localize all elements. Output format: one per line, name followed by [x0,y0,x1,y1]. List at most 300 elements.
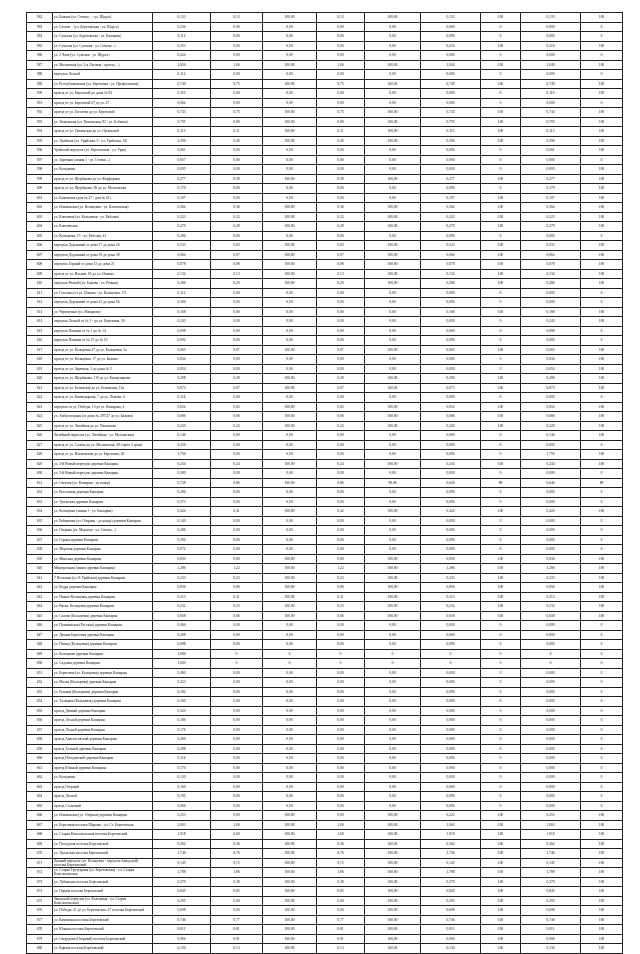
road-name-cell: ул. Сумская (ул. Березовская - ул. Кашарин) [53,32,153,42]
value-cell: 0,000 [521,488,581,498]
table-row [27,345,623,355]
value-cell: 0,77 [211,915,263,925]
value-cell: 100,00 [263,573,317,583]
value-cell: 1,000 [153,649,211,659]
value-cell: 1,788 [421,868,481,878]
row-number-cell: 664 [27,792,53,802]
road-name-cell: ул. Гоголева (от ул. Ильина - ул. Кольцевая, 17) [53,288,153,298]
road-name-cell: Дачный переулок (ул. Кольцевая - переулок Заводской) поселка Березовский [53,858,153,868]
value-cell: 0 [581,51,623,61]
value-cell: 0,00 [365,32,421,42]
value-cell: 0,00 [317,497,365,507]
value-cell: 0 [481,792,521,802]
value-cell: 0 [581,155,623,165]
table-row [27,231,623,241]
value-cell: 0,11 [317,127,365,137]
road-name-cell: проезд Сосновый [53,801,153,811]
road-name-cell: переулок Речной (ул. Бажова - ул. Речная) [53,279,153,289]
table-row [27,611,623,621]
value-cell: 100,00 [263,906,317,916]
value-cell: 0,000 [521,32,581,42]
table-row [27,564,623,574]
value-cell: 100,00 [365,858,421,868]
table-row [27,573,623,583]
value-cell: 100,00 [365,241,421,251]
value-cell: 100 [581,203,623,213]
value-cell: 100 [581,611,623,621]
value-cell: 0,76 [317,849,365,859]
value-cell: 0 [365,649,421,659]
road-name-cell: ул. Кирова поселка Березовский [53,944,153,954]
row-number-cell: 673 [27,877,53,887]
value-cell: 0,064 [153,250,211,260]
value-cell: 0,078 [153,260,211,270]
value-cell: 0,00 [211,336,263,346]
value-cell: 0 [521,659,581,669]
value-cell: 0,533 [421,241,481,251]
value-cell: 0,845 [421,887,481,897]
value-cell: 0,286 [153,231,211,241]
value-cell: 0,00 [263,706,317,716]
value-cell: 0,00 [211,431,263,441]
row-number-cell: 642 [27,583,53,593]
value-cell: 100 [481,934,521,944]
value-cell: 0,295 [521,896,581,906]
value-cell: 0,195 [153,792,211,802]
value-cell: 0,36 [317,839,365,849]
value-cell: 0,300 [153,298,211,308]
value-cell: 100,00 [263,374,317,384]
value-cell: 0,00 [317,678,365,688]
table-row [27,326,623,336]
value-cell: 0,000 [421,326,481,336]
table-row [27,146,623,156]
value-cell: 0 [481,22,521,32]
value-cell: 0,00 [365,307,421,317]
value-cell: 0,00 [263,450,317,460]
road-name-cell: переулок Пашина от № 15 до № 19 [53,336,153,346]
value-cell: 0,362 [153,839,211,849]
value-cell: 0,00 [317,32,365,42]
value-cell: 1,918 [153,830,211,840]
value-cell: 100,00 [263,174,317,184]
value-cell: 0,120 [153,773,211,783]
value-cell: 0,078 [521,260,581,270]
value-cell: 100 [581,383,623,393]
value-cell: 0 [481,782,521,792]
value-cell: 0,234 [153,459,211,469]
value-cell: 100,00 [263,811,317,821]
value-cell: 100,00 [365,250,421,260]
value-cell: 0,00 [317,792,365,802]
value-cell: 100 [581,250,623,260]
value-cell: 0,42 [317,507,365,517]
value-cell: 1,286 [421,564,481,574]
value-cell: 0,00 [263,735,317,745]
value-cell: 0,000 [521,640,581,650]
table-row [27,364,623,374]
value-cell: 100,00 [365,412,421,422]
value-cell: 0,00 [211,773,263,783]
table-row [27,98,623,108]
value-cell: 0,179 [521,184,581,194]
value-cell: 0,07 [317,345,365,355]
value-cell: 100 [581,934,623,944]
value-cell: 0,36 [211,839,263,849]
table-row [27,478,623,488]
value-cell: 100,00 [365,573,421,583]
value-cell: 100,00 [263,858,317,868]
value-cell: 100 [581,212,623,222]
road-name-cell: ул. Уральская поселка Березовский [53,849,153,859]
table-row [27,763,623,773]
value-cell: 0 [481,440,521,450]
row-number-cell: 598 [27,165,53,175]
value-cell: 0,00 [211,450,263,460]
value-cell: 0 [481,678,521,688]
value-cell: 0,00 [365,98,421,108]
table-row [27,298,623,308]
value-cell: 0 [581,773,623,783]
value-cell: 100 [481,250,521,260]
road-name-cell: ул. Кольцевая (линия 1 - ул. Кашарин) [53,507,153,517]
value-cell: 0 [481,364,521,374]
row-number-cell: 618 [27,355,53,365]
value-cell: 100,00 [263,459,317,469]
value-cell: 0 [581,659,623,669]
road-name-cell: ул. Заречная (линия 1 - ул. Сечено...) [53,155,153,165]
value-cell: 0 [581,716,623,726]
table-row [27,526,623,536]
value-cell: 0,052 [521,402,581,412]
value-cell: 0,00 [365,431,421,441]
value-cell: 0,00 [317,706,365,716]
value-cell: 1,86 [317,868,365,878]
value-cell: 0,000 [521,440,581,450]
value-cell: 0,00 [211,193,263,203]
value-cell: 0,00 [365,355,421,365]
value-cell: 0,00 [211,668,263,678]
table-row [27,906,623,916]
value-cell: 0,000 [521,687,581,697]
table-row [27,545,623,555]
value-cell: 100,00 [263,260,317,270]
value-cell: 100,00 [263,203,317,213]
value-cell: 0,277 [421,174,481,184]
value-cell: 0,00 [365,89,421,99]
value-cell: 100,00 [263,592,317,602]
value-cell: 1,286 [153,564,211,574]
value-cell: 0,00 [365,336,421,346]
road-name-cell: ул. Нижне-Кольцевая деревни Кашарин [53,592,153,602]
value-cell: 0,000 [521,630,581,640]
value-cell: 100 [481,944,521,954]
road-name-cell: ул. Черемушки (ул. Макарова) [53,307,153,317]
value-cell: 100,00 [365,934,421,944]
value-cell: 0,00 [317,716,365,726]
value-cell: 0,728 [153,478,211,488]
row-number-cell: 588 [27,70,53,80]
value-cell: 0,186 [153,716,211,726]
value-cell: 100,00 [365,896,421,906]
value-cell: 0,00 [365,801,421,811]
table-row [27,269,623,279]
value-cell: 0 [481,735,521,745]
value-cell: 0,22 [317,212,365,222]
value-cell: 0,000 [421,763,481,773]
value-cell: 0 [581,725,623,735]
value-cell: 0,00 [263,526,317,536]
value-cell: 0,182 [153,687,211,697]
value-cell: 1,746 [421,849,481,859]
value-cell: 100,00 [365,830,421,840]
row-number-cell: 650 [27,659,53,669]
road-name-cell: ул. Малинская (ул. 2-я Луговая - проезд ...) [53,60,153,70]
value-cell: 100 [481,906,521,916]
table-row [27,13,623,23]
road-name-cell: ул. Светлая (ул. Кашарин - до конца) [53,478,153,488]
value-cell: 0,00 [263,22,317,32]
value-cell: 0 [581,298,623,308]
value-cell: 0,40 [211,136,263,146]
value-cell: 0,362 [153,203,211,213]
value-cell: 0,00 [317,526,365,536]
value-cell: 0 [581,288,623,298]
value-cell: 0,149 [153,516,211,526]
value-cell: 100,00 [365,602,421,612]
value-cell: 0,00 [365,393,421,403]
value-cell: 0 [581,706,623,716]
road-name-cell: ул. Старая Тротуарная (ул. Березовская) - ул. Старая Комсомольская [53,868,153,878]
value-cell: 0,000 [421,754,481,764]
value-cell: 100 [581,896,623,906]
road-name-cell: ул. Рощина (Кольцевая) деревни Кашарин [53,687,153,697]
value-cell: 100,00 [365,839,421,849]
row-number-cell: 611 [27,288,53,298]
value-cell: 100 [481,174,521,184]
value-cell: 0,00 [365,725,421,735]
value-cell: 0 [581,231,623,241]
value-cell: 0 [481,697,521,707]
value-cell: 0,295 [421,896,481,906]
value-cell: 0,000 [521,98,581,108]
table-row [27,516,623,526]
value-cell: 100 [581,602,623,612]
value-cell: 100,00 [263,554,317,564]
row-number-cell: 658 [27,735,53,745]
value-cell: 0,856 [153,583,211,593]
table-row [27,858,623,868]
value-cell: 0 [481,526,521,536]
value-cell: 1,286 [521,564,581,574]
value-cell: 0 [581,22,623,32]
table-row [27,412,623,422]
road-name-cell: ул. Горная деревни Кашарин [53,535,153,545]
row-number-cell: 653 [27,687,53,697]
value-cell: 0,00 [365,706,421,716]
value-cell: 2,003 [153,820,211,830]
value-cell: 0,00 [263,754,317,764]
value-cell: 0,000 [521,497,581,507]
row-number-cell: 610 [27,279,53,289]
value-cell: 0,373 [153,497,211,507]
table-row [27,165,623,175]
value-cell: 0,22 [211,212,263,222]
value-cell: 0,078 [421,260,481,270]
value-cell: 0,098 [521,326,581,336]
value-cell: 0,232 [521,602,581,612]
value-cell: 0 [263,649,317,659]
value-cell: 0,85 [317,887,365,897]
value-cell: 100 [581,877,623,887]
value-cell: 100,00 [263,222,317,232]
value-cell: 0,000 [421,440,481,450]
value-cell: 0,30 [317,374,365,384]
road-name-cell: Литейный переулок (ул. Литейная - ул. Московская) [53,431,153,441]
value-cell: 0,686 [421,412,481,422]
value-cell: 100 [481,877,521,887]
value-cell: 0 [481,32,521,42]
road-name-cell: проезд от ул. Белинская до ул. Белинская, 13а [53,383,153,393]
value-cell: 0,00 [211,725,263,735]
value-cell: 0,000 [521,22,581,32]
value-cell: 0,98 [211,22,263,32]
value-cell: 0,00 [365,744,421,754]
road-name-cell: ул. Пушкинская (Русская) деревни Кашарин [53,621,153,631]
table-row [27,535,623,545]
value-cell: 0,00 [317,165,365,175]
road-name-cell: ул. Тюменская (ул. Тюменская, 82 - ул. Бобкова) [53,117,153,127]
value-cell: 100,00 [365,849,421,859]
table-row [27,583,623,593]
value-cell: 0 [481,288,521,298]
value-cell: 0,00 [263,621,317,631]
value-cell: 0,224 [153,51,211,61]
value-cell: 100,00 [365,554,421,564]
table-row [27,754,623,764]
row-number-cell: 655 [27,706,53,716]
table-row [27,431,623,441]
value-cell: 100 [581,507,623,517]
road-name-cell: ул. Первая поселка Березовский [53,887,153,897]
value-cell: 0,000 [421,51,481,61]
value-cell: 0,168 [521,307,581,317]
road-name-cell: ул. 2 Чапа (ул. Сумская - ул. Щорса) [53,51,153,61]
value-cell: 100,00 [365,212,421,222]
value-cell: 0,00 [211,298,263,308]
row-number-cell: 615 [27,326,53,336]
value-cell: 0,00 [317,668,365,678]
table-row [27,839,623,849]
value-cell: 0,86 [211,478,263,488]
value-cell: 0,657 [153,155,211,165]
value-cell: 100 [581,260,623,270]
value-cell: 0,66 [317,611,365,621]
value-cell: 100,00 [263,79,317,89]
value-cell: 100,00 [365,260,421,270]
value-cell: 0,000 [521,678,581,688]
value-cell: 0,107 [153,193,211,203]
value-cell: 100 [581,174,623,184]
value-cell: 0 [581,326,623,336]
value-cell: 0,00 [263,155,317,165]
row-number-cell: 593 [27,117,53,127]
value-cell: 0,00 [365,526,421,536]
road-name-cell: ул. 3-й Новый переулок деревни Кашарин [53,459,153,469]
value-cell: 0,00 [263,792,317,802]
value-cell: 100 [581,915,623,925]
value-cell: 0,00 [211,355,263,365]
table-row [27,649,623,659]
value-cell: 1,750 [153,450,211,460]
row-number-cell: 601 [27,193,53,203]
road-name-cell: ул. Талицкая (Кольцевая) деревни Кашарин [53,697,153,707]
value-cell: 1,746 [521,849,581,859]
table-row [27,887,623,897]
value-cell: 100 [481,203,521,213]
value-cell: 1,60 [317,830,365,840]
value-cell: 0,640 [421,478,481,488]
value-cell: 0,065 [421,345,481,355]
value-cell: 100 [481,117,521,127]
value-cell: 0,00 [211,326,263,336]
value-cell: 0,00 [211,697,263,707]
value-cell: 100 [581,564,623,574]
value-cell: 0 [581,640,623,650]
value-cell: 0,00 [211,98,263,108]
value-cell: 0,00 [211,32,263,42]
value-cell: 0,00 [211,801,263,811]
road-name-cell: ул. Лубянская поселка Березовский [53,877,153,887]
road-name-cell: ул. Вятка, Кольцевая деревни Кашарин [53,602,153,612]
value-cell: 0,795 [421,117,481,127]
value-cell: 0,07 [211,345,263,355]
value-cell: 0,298 [421,374,481,384]
value-cell: 100,00 [263,925,317,935]
value-cell: 100 [581,592,623,602]
value-cell: 0,00 [317,288,365,298]
value-cell: 0,00 [365,792,421,802]
value-cell: 0,00 [317,621,365,631]
value-cell: 0 [581,744,623,754]
value-cell: 0,379 [521,877,581,887]
value-cell: 0,00 [211,706,263,716]
value-cell: 0,00 [263,640,317,650]
value-cell: 0,00 [317,317,365,327]
row-number-cell: 614 [27,317,53,327]
value-cell: 0 [481,668,521,678]
value-cell: 0 [481,165,521,175]
value-cell: 0,223 [153,212,211,222]
value-cell: 0,00 [211,51,263,61]
row-number-cell: 637 [27,535,53,545]
value-cell: 0,223 [153,678,211,688]
value-cell: 0,77 [317,915,365,925]
value-cell: 0,243 [521,317,581,327]
value-cell: 0,313 [521,592,581,602]
value-cell: 0,830 [153,554,211,564]
value-cell: 0 [421,659,481,669]
table-row [27,725,623,735]
value-cell: 0,00 [317,725,365,735]
value-cell: 0,133 [521,13,581,23]
value-cell: 0,424 [153,507,211,517]
value-cell: 100,00 [365,906,421,916]
value-cell: 0,00 [365,298,421,308]
value-cell: 0,00 [365,155,421,165]
value-cell: 0,00 [263,326,317,336]
value-cell: 0,000 [521,735,581,745]
